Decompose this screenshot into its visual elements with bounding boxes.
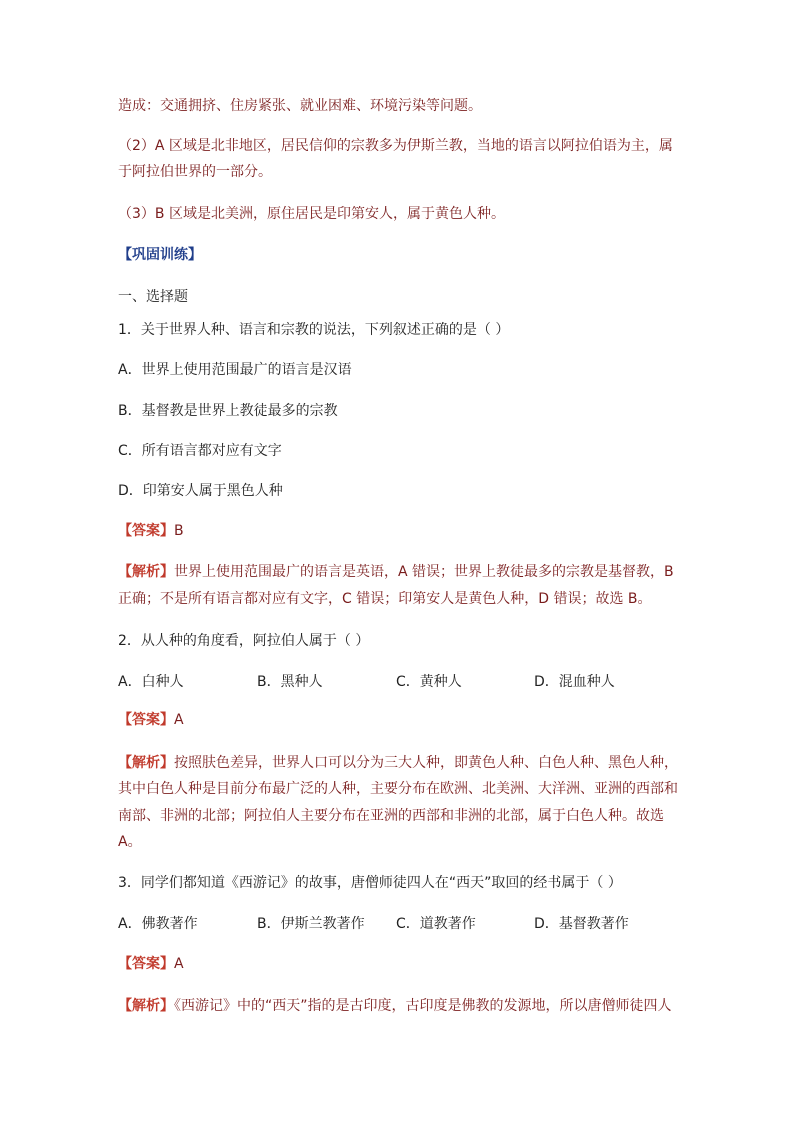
intro-line: 造成：交通拥挤、住房紧张、就业困难、环境污染等问题。 [118, 98, 482, 114]
question-1-option-c: C．所有语言都对应有文字 [118, 443, 282, 459]
analysis-text: 《西游记》中的“西天”指的是古印度，古印度是佛教的发源地，所以唐僧师徒四人 [174, 998, 672, 1014]
intro-item-3: （3）B 区域是北美洲，原住居民是印第安人，属于黄色人种。 [118, 206, 505, 222]
section-subheading: 一、选择题 [118, 289, 188, 305]
analysis-tag: 【解析】 [118, 564, 174, 580]
question-3-option-a: A．佛教著作 [118, 916, 198, 932]
question-3-option-c: C．道教著作 [396, 916, 476, 932]
analysis-tag: 【解析】 [118, 755, 174, 771]
question-1-option-d: D．印第安人属于黑色人种 [118, 483, 283, 499]
answer-value: B [174, 523, 184, 539]
intro-item-2-line-2: 于阿拉伯世界的一部分。 [118, 164, 272, 180]
analysis-text: 世界上使用范围最广的语言是英语，A 错误；世界上教徒最多的宗教是基督教，B [174, 564, 674, 580]
question-3-analysis-line-1 [118, 996, 688, 1016]
answer-value: A [174, 956, 184, 972]
question-2-option-b: B．黑种人 [257, 674, 323, 690]
answer-tag: 【答案】 [118, 956, 174, 972]
question-2-option-d: D．混血种人 [534, 674, 615, 690]
question-2-options [118, 672, 688, 692]
question-2-analysis-line-4: A。 [118, 834, 142, 850]
answer-value: A [174, 712, 184, 728]
question-1-answer [118, 521, 688, 541]
question-1-option-b: B．基督教是世界上教徒最多的宗教 [118, 403, 338, 419]
question-2-answer [118, 710, 688, 730]
question-3-options [118, 914, 688, 934]
question-3-answer [118, 954, 688, 974]
question-2-analysis-line-2: 其中白色人种是目前分布最广泛的人种，主要分布在欧洲、北美洲、大洋洲、亚洲的西部和 [118, 781, 678, 797]
question-1-analysis-line-2: 正确；不是所有语言都对应有文字，C 错误；印第安人是黄色人种，D 错误；故选 B。 [118, 591, 652, 607]
analysis-text: 按照肤色差异，世界人口可以分为三大人种，即黄色人种、白色人种、黑色人种， [174, 755, 678, 771]
question-2-analysis-line-1 [118, 753, 688, 773]
answer-tag: 【答案】 [118, 712, 174, 728]
question-1-option-a: A．世界上使用范围最广的语言是汉语 [118, 362, 352, 378]
question-3-option-d: D．基督教著作 [534, 916, 629, 932]
question-1-analysis-line-1 [118, 562, 688, 582]
intro-item-2-line-1: （2）A 区域是北非地区，居民信仰的宗教多为伊斯兰教，当地的语言以阿拉伯语为主，属 [118, 138, 673, 154]
section-heading: 【巩固训练】 [118, 247, 202, 263]
question-1-stem: 1．关于世界人种、语言和宗教的说法，下列叙述正确的是（ ） [118, 322, 510, 338]
question-2-stem: 2．从人种的角度看，阿拉伯人属于（ ） [118, 633, 370, 649]
analysis-tag: 【解析】 [118, 998, 174, 1014]
question-2-option-c: C．黄种人 [396, 674, 462, 690]
answer-tag: 【答案】 [118, 523, 174, 539]
question-3-stem: 3．同学们都知道《西游记》的故事，唐僧师徒四人在“西天”取回的经书属于（ ） [118, 875, 622, 891]
question-3-option-b: B．伊斯兰教著作 [257, 916, 365, 932]
question-2-option-a: A．白种人 [118, 674, 184, 690]
question-2-analysis-line-3: 南部、非洲的北部；阿拉伯人主要分布在亚洲的西部和非洲的北部，属于白色人种。故选 [118, 808, 664, 824]
